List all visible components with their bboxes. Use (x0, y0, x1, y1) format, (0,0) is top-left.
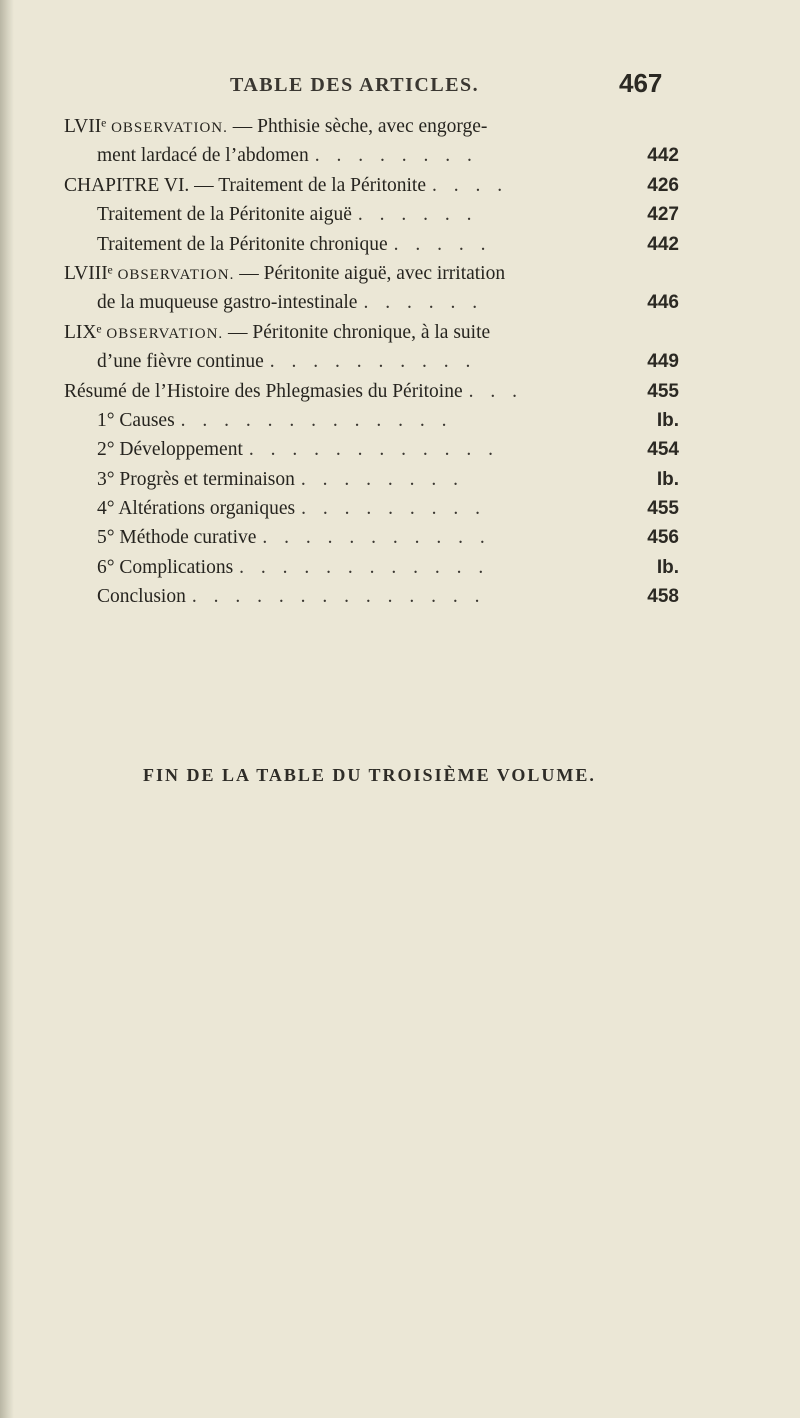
entry-page-number: 455 (647, 498, 679, 520)
toc-entry-line (64, 200, 684, 229)
entry-text: 6° Complications (97, 556, 234, 578)
leader-dots: . . . . . . (357, 204, 478, 226)
toc-entry-line (64, 523, 684, 552)
entry-page-number: Ib. (656, 409, 679, 431)
header-title: TABLE DES ARTICLES. (230, 74, 480, 96)
entry-page-number: 455 (647, 380, 679, 402)
entry-text: 1° Causes (97, 409, 175, 431)
leader-dots: . . . . . . . . (300, 468, 465, 490)
toc-entry (64, 465, 684, 494)
toc-entry-line (64, 465, 684, 494)
toc-entry-heading-line (64, 318, 684, 347)
entry-page-number: Ib. (656, 468, 679, 490)
leader-dots: . . . . . . . . . . . . (248, 439, 500, 461)
leader-dots: . . . . . . . . . . . . (239, 556, 490, 578)
toc-entry-continuation-line (64, 347, 684, 376)
toc-entry-line (64, 435, 684, 464)
entry-text: de la muqueuse gastro-intestinale (97, 292, 358, 314)
entry-page-number: 454 (647, 439, 679, 461)
toc-entry-heading-line (64, 259, 684, 288)
toc-entry-line (64, 171, 684, 200)
toc-entry (64, 112, 684, 171)
toc-entry-line (64, 582, 684, 611)
page-number: 467 (619, 68, 663, 98)
toc-entry (64, 259, 684, 318)
entry-text: CHAPITRE VI. — Traitement de la Péritonite (64, 174, 426, 196)
leader-dots: . . . . . . . . . (301, 498, 486, 520)
observation-title: — Péritonite chronique, à la suite (223, 321, 491, 343)
observation-title: — Phthisie sèche, avec engorge- (227, 116, 488, 137)
entry-page-number: 427 (647, 204, 679, 226)
entry-page-number: 456 (647, 527, 679, 549)
toc-entry-line (64, 553, 684, 582)
toc-entry-heading-line (64, 112, 684, 141)
observation-number: LVIIIᵉ (64, 262, 118, 284)
entry-text: d’une fièvre continue (97, 351, 264, 373)
toc-entry-continuation-line (64, 288, 684, 317)
entry-text: Traitement de la Péritonite chronique (97, 233, 388, 255)
toc-entry (64, 523, 684, 552)
toc-entry-line (64, 230, 684, 259)
entry-page-number: 442 (647, 145, 679, 167)
running-header (0, 68, 800, 102)
toc-entry-continuation-line (64, 141, 684, 170)
entry-page-number: 449 (647, 351, 679, 373)
leader-dots: . . . . . . (363, 292, 484, 314)
toc-entry (64, 494, 684, 523)
toc-entry (64, 171, 684, 200)
toc-entry (64, 435, 684, 464)
leader-dots: . . . . . (393, 233, 492, 255)
leader-dots: . . . . . . . . . . (269, 351, 477, 373)
toc-entry (64, 200, 684, 229)
observation-label: OBSERVATION. (111, 120, 228, 136)
toc-entry (64, 406, 684, 435)
page-gutter-shadow (0, 0, 14, 1418)
entry-text: Traitement de la Péritonite aiguë (97, 204, 352, 226)
toc-entry-line (64, 377, 684, 406)
entry-text: 5° Méthode curative (97, 527, 257, 549)
observation-label: OBSERVATION. (117, 266, 235, 283)
entry-text: Conclusion (97, 586, 186, 608)
entry-text: 3° Progrès et terminaison (97, 468, 295, 490)
observation-title: — Péritonite aiguë, avec irritation (234, 262, 506, 284)
toc-entry (64, 553, 684, 582)
entry-text: 4° Altérations organiques (97, 498, 296, 520)
toc-entry-line (64, 406, 684, 435)
entry-text: ment lardacé de l’abdomen (97, 145, 309, 167)
entry-page-number: 426 (647, 174, 679, 196)
entry-text: Résumé de l’Histoire des Phlegmasies du Péritoine (64, 380, 463, 402)
toc-entry (64, 230, 684, 259)
leader-dots: . . . . . . . . (314, 145, 478, 167)
toc-entry (64, 377, 684, 406)
leader-dots: . . . . . . . . . . . . . . (191, 586, 486, 608)
toc-entry (64, 582, 684, 611)
entry-page-number: 458 (647, 586, 679, 608)
toc-entry (64, 318, 684, 377)
observation-number: LIXᵉ (64, 321, 107, 343)
entry-text: 2° Développement (97, 439, 243, 461)
leader-dots: . . . . . . . . . . . . . (180, 409, 453, 431)
observation-label: OBSERVATION. (106, 325, 224, 342)
leader-dots: . . . (468, 380, 523, 402)
leader-dots: . . . . (432, 174, 509, 196)
closing-line: FIN DE LA TABLE DU TROISIÈME VOLUME. (143, 765, 596, 785)
table-of-contents (64, 112, 684, 612)
observation-number: LVIIᵉ (64, 116, 112, 137)
leader-dots: . . . . . . . . . . . (262, 527, 491, 549)
entry-page-number: 446 (647, 292, 679, 314)
toc-entry-line (64, 494, 684, 523)
entry-page-number: 442 (647, 233, 679, 255)
entry-page-number: Ib. (656, 556, 679, 578)
